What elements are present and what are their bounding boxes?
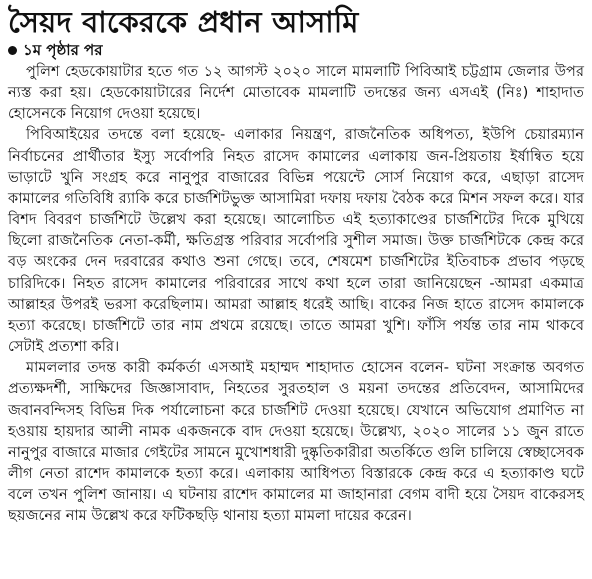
bullet-icon — [8, 46, 17, 55]
continuation-label: ১ম পৃষ্ঠার পর — [23, 41, 103, 59]
paragraph-1: পুলিশ হেডকোয়াটার হতে গত ১২ আগস্ট ২০২০ সালে মামলাটি পিবিআই চট্টগ্রাম জেলার উপর ন্যস্ত করা হয়। হেডকোয়াটারের নির্দেশ মোতাবেক মামলাটি তদন্তের জন্য এসএই (নিঃ) শাহাদাত হোসেনকে নিয়োগ দেওয়া হয়েছে। — [8, 63, 584, 123]
continuation-note — [8, 40, 584, 60]
paragraph-3: মামললার তদন্ত কারী কর্মকর্তা এসআই মহাম্মদ শাহাদাত হোসেন বলেন- ঘটনা সংক্রান্ত অবগত প্রত্যক্ষদর্শী, সাক্ষিদের জিজ্ঞাসাবাদ, নিহতের সুরতহাল ও ময়না তদন্তের প্রতিবেদন, আসামিদের জবানবন্দিসহ বিভিন্ন দিক পর্যালোচনা করে চার্জশিট দেওয়া হয়েছে। যেখানে অভিযোগ প্রমাণিত না হওয়ায় হায়দার আলী নামক একজনকে বাদ দেওয়া হয়েছে। উল্লেখ্য, ২০২০ সালের ১১ জুন রাতে নানুপুর বাজারে মাজার গেইটের সামনে মুখোশধারী দুষ্কৃতিকারীরা অতর্কিতে গুলি চালিয়ে স্বেচ্ছাসেবক লীগ নেতা রাশেদ কামালকে হত্যা করে। এলাকায় আধিপত্য বিস্তারকে কেন্দ্র করে এ হত্যাকাণ্ড ঘটে বলে তখন পুলিশ জানায়। এ ঘটনায় রাশেদ কামালের মা জাহানারা বেগম বাদী হয়ে সৈয়দ বাকেরসহ ছয়জনের নাম উল্লেখ করে ফটিকছড়ি থানায় হত্যা মামলা দায়ের করেন। — [8, 359, 584, 525]
paragraph-2: পিবিআইয়ের তদন্তে বলা হয়েছে- এলাকার নিয়ন্ত্রণ, রাজনৈতিক অধিপত্য, ইউপি চেয়ারম্যান নির্বাচনের প্রার্থীতার ইস্যু সর্বোপরি নিহত রাসেদ কামালের এলাকায় জন-প্রিয়তায় ইর্ষান্বিত হয়ে ভাড়াটে খুনি সংগ্রহ করে নানুপুর বাজারের বিভিন্ন পয়েন্টে সোর্স নিয়োগ করে, এছাড়া রাসেদ কামালের গতিবিধি র‍্যাকি করে চার্জশিটভুক্ত আসামিরা দফায় দফায় বৈঠক করে মিশন সফল করে। যার বিশদ বিবরণ চার্জশিটে উল্লেখ করা হয়েছে। আলোচিত এই হত্যাকাণ্ডের চার্জশিটের দিকে মুখিয়ে ছিলো রাজনৈতিক নেতা-কর্মী, ক্ষতিগ্রস্ত পরিবার সর্বোপরি সুশীল সমাজ। উক্ত চার্জশিটকে কেন্দ্র করে বড় অংকের দেন দরবারের কথাও শুনা গেছে। তবে, শেষমেশ চার্জশিটের ইতিবাচক প্রভাব পড়ছে চারিদিকে। নিহত রাসেদ কামালের পরিবারের সাথে কথা হলে তারা জানিয়েছেন -আমরা একমাত্র আল্লাহর উপরই ভরসা করেছিলাম। আমরা আল্লাহ ধরেই আছি। বাকের নিজ হাতে রাসেদ কামালকে হত্যা করেছে। চার্জশিটে তার নাম প্রথমে রয়েছে। তাতে আমরা খুশি। ফাঁসি পর্যন্ত তার নাম থাকবে সেটাই প্রত্যশা করি। — [8, 126, 584, 356]
headline: সৈয়দ বাকেরকে প্রধান আসামি — [8, 5, 359, 39]
article-body — [8, 61, 584, 526]
